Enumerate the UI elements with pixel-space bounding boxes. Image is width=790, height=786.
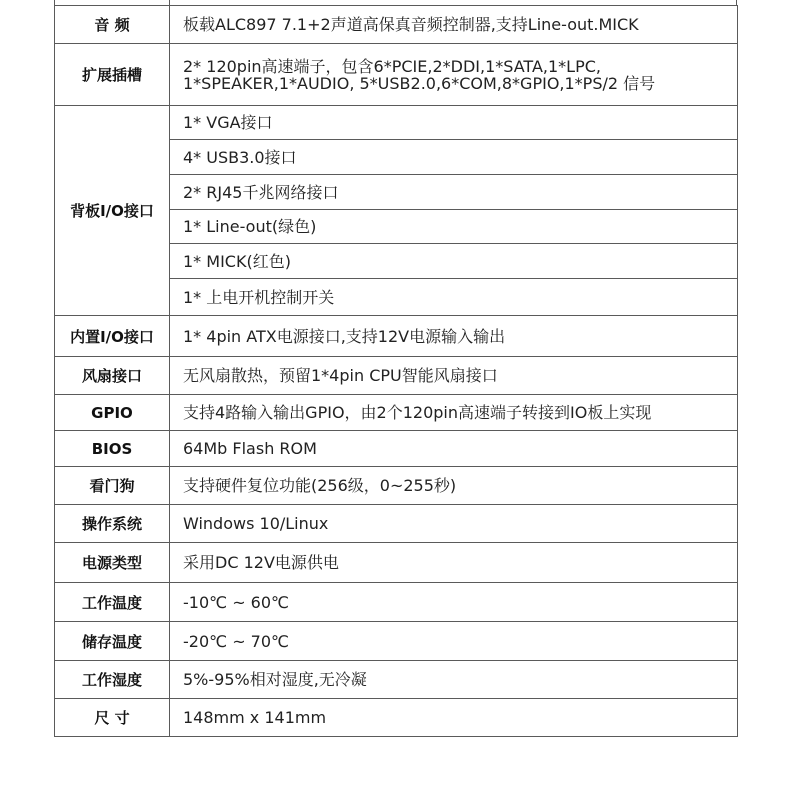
table-row-gpio (55, 395, 738, 431)
row-value (170, 44, 738, 106)
row-label: GPIO (55, 395, 170, 431)
table-row-os (55, 505, 738, 543)
table-row-operating-temp (55, 583, 738, 622)
row-label: 风扇接口 (55, 357, 170, 395)
row-label: 内置I/O接口 (55, 316, 170, 357)
table-row-storage-temp (55, 622, 738, 661)
spec-table (54, 5, 738, 737)
row-label: 尺 寸 (55, 699, 170, 737)
row-label: BIOS (55, 431, 170, 467)
row-value: 1* Line-out(绿色) (170, 210, 738, 244)
row-label: 储存温度 (55, 622, 170, 661)
row-value: 4* USB3.0接口 (170, 140, 738, 175)
row-value: 1* MICK(红色) (170, 244, 738, 279)
row-value: -10℃ ~ 60℃ (170, 583, 738, 622)
row-value: Windows 10/Linux (170, 505, 738, 543)
table-row-humidity (55, 661, 738, 699)
table-row-power (55, 543, 738, 583)
row-value: 1* VGA接口 (170, 106, 738, 140)
table-row-fan (55, 357, 738, 395)
table-row-audio (55, 6, 738, 44)
table-row-internal-io (55, 316, 738, 357)
row-value: 采用DC 12V电源供电 (170, 543, 738, 583)
row-value: 无风扇散热，预留1*4pin CPU智能风扇接口 (170, 357, 738, 395)
table-row-expansion (55, 44, 738, 106)
row-label: 工作温度 (55, 583, 170, 622)
row-label: 看门狗 (55, 467, 170, 505)
row-label: 音 频 (55, 6, 170, 44)
row-value: 5%-95%相对湿度,无冷凝 (170, 661, 738, 699)
table-row-watchdog (55, 467, 738, 505)
row-value: 1* 上电开机控制开关 (170, 279, 738, 316)
table-row-bios (55, 431, 738, 467)
row-label: 扩展插槽 (55, 44, 170, 106)
row-value: 板载ALC897 7.1+2声道高保真音频控制器,支持Line-out.MICK (170, 6, 738, 44)
row-value: 1* 4pin ATX电源接口,支持12V电源输入输出 (170, 316, 738, 357)
row-value-line: 1*SPEAKER,1*AUDIO, 5*USB2.0,6*COM,8*GPIO,1*PS/2 信号 (183, 73, 656, 93)
row-value-line: 2* 120pin高速端子，包含6*PCIE,2*DDI,1*SATA,1*LPC, (183, 56, 601, 76)
row-label: 电源类型 (55, 543, 170, 583)
row-value: 148mm x 141mm (170, 699, 738, 737)
row-value: 支持硬件复位功能(256级，0~255秒) (170, 467, 738, 505)
row-value: 支持4路输入输出GPIO，由2个120pin高速端子转接到IO板上实现 (170, 395, 738, 431)
row-label: 背板I/O接口 (55, 106, 170, 316)
table-row-dimensions (55, 699, 738, 737)
row-value: 2* RJ45千兆网络接口 (170, 175, 738, 210)
row-label: 操作系统 (55, 505, 170, 543)
row-value: 64Mb Flash ROM (170, 431, 738, 467)
row-value: -20℃ ~ 70℃ (170, 622, 738, 661)
table-row-rear-io (55, 106, 738, 140)
row-label: 工作湿度 (55, 661, 170, 699)
